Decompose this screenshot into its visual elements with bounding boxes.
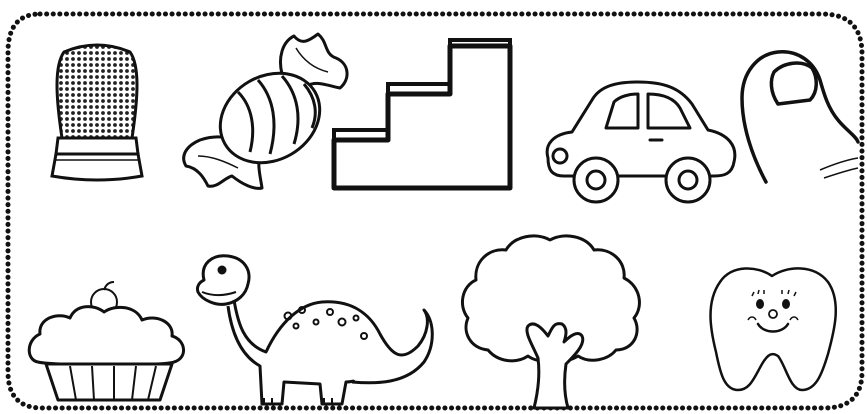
dinosaur-icon xyxy=(192,252,434,410)
tree-icon xyxy=(458,232,646,412)
car-icon xyxy=(538,78,740,206)
tooth-icon xyxy=(702,262,844,392)
stairs-icon xyxy=(330,40,516,192)
thimble-icon xyxy=(34,38,160,182)
cupcake-icon xyxy=(24,282,196,404)
thumb-icon xyxy=(738,46,858,184)
